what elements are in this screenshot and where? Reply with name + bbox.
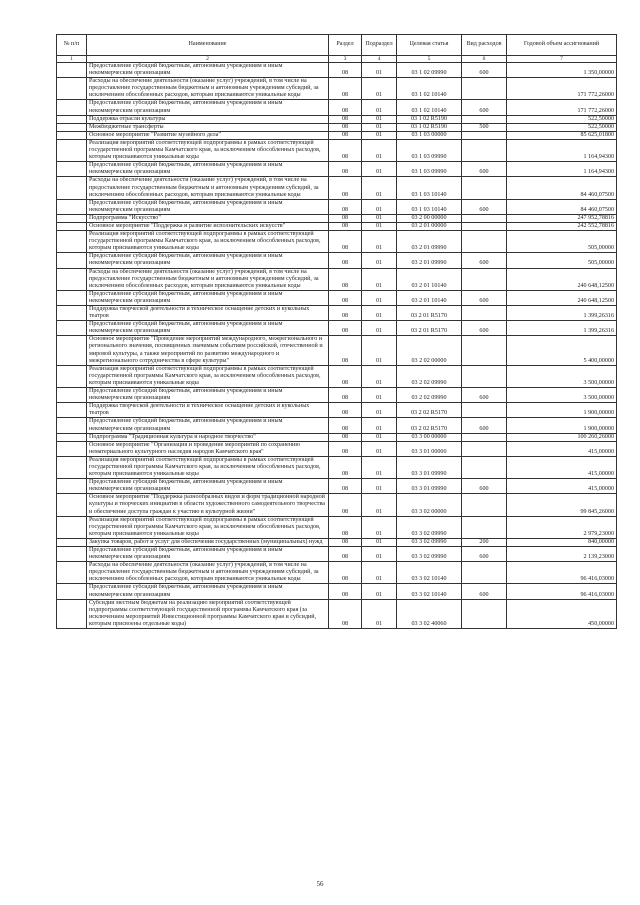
row-statya-cell: 03 3 02 09990 xyxy=(397,547,462,562)
row-sum-cell: 415,00000 xyxy=(507,456,617,478)
row-statya-cell: 03 1 02 R5190 xyxy=(397,123,462,131)
row-statya-cell: 03 3 02 00000 xyxy=(397,494,462,516)
row-number-cell xyxy=(57,562,87,584)
row-podrazdel-cell: 01 xyxy=(362,365,397,387)
row-sum-cell: 3 500,00000 xyxy=(507,365,617,387)
row-statya-cell: 03 1 02 10140 xyxy=(397,78,462,100)
row-sum-cell: 100 260,26000 xyxy=(507,433,617,441)
row-vid-cell xyxy=(462,78,507,100)
row-name-cell: Подпрограмма "Искусство" xyxy=(87,214,329,222)
row-number-cell xyxy=(57,214,87,222)
row-podrazdel-cell: 01 xyxy=(362,290,397,305)
row-podrazdel-cell: 01 xyxy=(362,456,397,478)
row-razdel-cell: 08 xyxy=(329,214,362,222)
row-vid-cell xyxy=(462,177,507,199)
row-podrazdel-cell: 01 xyxy=(362,306,397,321)
row-razdel-cell: 08 xyxy=(329,494,362,516)
table-row xyxy=(57,139,617,161)
row-statya-cell: 03 1 03 00000 xyxy=(397,131,462,139)
row-sum-cell: 1 164,94300 xyxy=(507,162,617,177)
row-statya-cell: 03 1 03 09990 xyxy=(397,162,462,177)
row-number-cell xyxy=(57,123,87,131)
row-razdel-cell: 08 xyxy=(329,403,362,418)
table-row xyxy=(57,441,617,456)
table-row xyxy=(57,388,617,403)
row-podrazdel-cell: 01 xyxy=(362,547,397,562)
row-name-cell: Основное мероприятие "Поддержка разнообразных видов и форм традиционной народной культуры и творческих инициатив в области художественного самодеятельного творчества и обеспечение доступа граждан к участию в культурной жизни" xyxy=(87,494,329,516)
row-sum-cell: 247 952,78816 xyxy=(507,214,617,222)
row-sum-cell: 3 500,00000 xyxy=(507,388,617,403)
row-podrazdel-cell: 01 xyxy=(362,63,397,78)
row-number-cell xyxy=(57,162,87,177)
row-sum-cell: 171 772,26000 xyxy=(507,100,617,115)
column-number: 4 xyxy=(362,56,397,63)
row-razdel-cell: 08 xyxy=(329,123,362,131)
row-number-cell xyxy=(57,115,87,123)
row-podrazdel-cell: 01 xyxy=(362,418,397,433)
row-podrazdel-cell: 01 xyxy=(362,403,397,418)
row-number-cell xyxy=(57,365,87,387)
row-number-cell xyxy=(57,139,87,161)
row-number-cell xyxy=(57,78,87,100)
row-podrazdel-cell: 01 xyxy=(362,199,397,214)
row-podrazdel-cell: 01 xyxy=(362,139,397,161)
row-sum-cell: 85 625,01800 xyxy=(507,131,617,139)
row-sum-cell: 96 416,03000 xyxy=(507,562,617,584)
row-sum-cell: 2 139,23000 xyxy=(507,547,617,562)
row-razdel-cell: 08 xyxy=(329,516,362,538)
row-sum-cell: 1 350,00000 xyxy=(507,63,617,78)
row-sum-cell: 1 399,26316 xyxy=(507,321,617,336)
row-number-cell xyxy=(57,100,87,115)
column-number: 2 xyxy=(87,56,329,63)
row-podrazdel-cell: 01 xyxy=(362,214,397,222)
row-number-cell xyxy=(57,456,87,478)
table-row xyxy=(57,100,617,115)
row-name-cell: Основное мероприятие "Развитие музейного дела" xyxy=(87,131,329,139)
row-statya-cell: 03 3 01 09990 xyxy=(397,479,462,494)
table-row xyxy=(57,599,617,628)
row-name-cell: Расходы на обеспечение деятельности (оказание услуг) учреждений, в том числе на предоставление государственным бюджетным и автономным учреждениям субсидий, за исключением обособленных расходов, которым присваиваются уникальные коды xyxy=(87,177,329,199)
column-number: 7 xyxy=(507,56,617,63)
row-name-cell: Реализация мероприятий соответствующей подпрограммы в рамках соответствующей государственной программы Камчатского края, за исключением обособленных расходов, которым присваиваются уникальные коды xyxy=(87,365,329,387)
row-vid-cell: 600 xyxy=(462,418,507,433)
row-sum-cell: 242 552,78816 xyxy=(507,222,617,230)
row-podrazdel-cell: 01 xyxy=(362,494,397,516)
row-name-cell: Закупка товаров, работ и услуг для обеспечения государственных (муниципальных) нужд xyxy=(87,538,329,546)
table-row xyxy=(57,547,617,562)
row-sum-cell: 450,00000 xyxy=(507,599,617,628)
row-razdel-cell: 08 xyxy=(329,365,362,387)
row-statya-cell: 03 2 02 09990 xyxy=(397,365,462,387)
row-vid-cell xyxy=(462,231,507,253)
table-row xyxy=(57,131,617,139)
row-razdel-cell: 08 xyxy=(329,222,362,230)
row-vid-cell: 600 xyxy=(462,253,507,268)
row-razdel-cell: 08 xyxy=(329,199,362,214)
row-vid-cell: 600 xyxy=(462,584,507,599)
row-podrazdel-cell: 01 xyxy=(362,562,397,584)
row-name-cell: Основное мероприятие "Проведение мероприятий международного, межрегионального и регионального значения, посвященных значимым событиям российской, отечественной и мировой культуры, а также мероприятий по развитию международного и межрегионального сотрудничества в сфере культуры" xyxy=(87,336,329,365)
row-razdel-cell: 08 xyxy=(329,162,362,177)
row-vid-cell xyxy=(462,456,507,478)
table-body xyxy=(57,63,617,629)
column-number: 3 xyxy=(329,56,362,63)
row-name-cell: Реализация мероприятий соответствующей подпрограммы в рамках соответствующей государственной программы Камчатского края, за исключением обособленных расходов, которым присваиваются уникальные коды xyxy=(87,139,329,161)
row-statya-cell: 03 1 03 10140 xyxy=(397,199,462,214)
table-row xyxy=(57,115,617,123)
row-name-cell: Предоставление субсидий бюджетным, автономным учреждениям и иным некоммерческим организациям xyxy=(87,253,329,268)
row-podrazdel-cell: 01 xyxy=(362,268,397,290)
row-sum-cell: 522,50000 xyxy=(507,123,617,131)
row-statya-cell: 03 1 03 09990 xyxy=(397,139,462,161)
row-number-cell xyxy=(57,538,87,546)
row-vid-cell: 200 xyxy=(462,538,507,546)
row-vid-cell xyxy=(462,115,507,123)
row-number-cell xyxy=(57,388,87,403)
row-name-cell: Предоставление субсидий бюджетным, автономным учреждениям и иным некоммерческим организациям xyxy=(87,162,329,177)
row-number-cell xyxy=(57,441,87,456)
header-sum: Годовой объем ассигнований xyxy=(507,35,617,56)
row-podrazdel-cell: 01 xyxy=(362,162,397,177)
row-statya-cell: 03 3 02 10140 xyxy=(397,562,462,584)
row-statya-cell: 03 3 01 09990 xyxy=(397,456,462,478)
row-razdel-cell: 08 xyxy=(329,388,362,403)
table-row xyxy=(57,418,617,433)
table-row xyxy=(57,63,617,78)
table-row xyxy=(57,290,617,305)
row-number-cell xyxy=(57,336,87,365)
table-row xyxy=(57,231,617,253)
row-vid-cell xyxy=(462,599,507,628)
row-sum-cell: 1 399,26316 xyxy=(507,306,617,321)
row-statya-cell: 03 3 02 09990 xyxy=(397,516,462,538)
row-number-cell xyxy=(57,222,87,230)
row-statya-cell: 03 2 01 10140 xyxy=(397,290,462,305)
row-sum-cell: 415,00000 xyxy=(507,441,617,456)
row-razdel-cell: 08 xyxy=(329,479,362,494)
row-name-cell: Предоставление субсидий бюджетным, автономным учреждениям и иным некоммерческим организациям xyxy=(87,199,329,214)
column-number: 1 xyxy=(57,56,87,63)
row-sum-cell: 505,00000 xyxy=(507,253,617,268)
table-row xyxy=(57,479,617,494)
row-razdel-cell: 08 xyxy=(329,562,362,584)
header-name: Наименование xyxy=(87,35,329,56)
row-statya-cell: 03 2 01 R5170 xyxy=(397,321,462,336)
table-row xyxy=(57,123,617,131)
row-statya-cell: 03 2 00 00000 xyxy=(397,214,462,222)
row-podrazdel-cell: 01 xyxy=(362,100,397,115)
row-statya-cell: 03 2 01 10140 xyxy=(397,268,462,290)
row-statya-cell: 03 2 02 00000 xyxy=(397,336,462,365)
row-number-cell xyxy=(57,584,87,599)
row-razdel-cell: 08 xyxy=(329,547,362,562)
row-razdel-cell: 08 xyxy=(329,321,362,336)
row-statya-cell: 03 3 02 40060 xyxy=(397,599,462,628)
row-vid-cell xyxy=(462,494,507,516)
table-row xyxy=(57,403,617,418)
row-name-cell: Предоставление субсидий бюджетным, автономным учреждениям и иным некоммерческим организациям xyxy=(87,418,329,433)
row-number-cell xyxy=(57,306,87,321)
row-name-cell: Поддержка творческой деятельности и техническое оснащение детских и кукольных театров xyxy=(87,403,329,418)
row-vid-cell: 600 xyxy=(462,321,507,336)
row-vid-cell xyxy=(462,441,507,456)
row-vid-cell: 600 xyxy=(462,100,507,115)
row-razdel-cell: 08 xyxy=(329,456,362,478)
row-razdel-cell: 08 xyxy=(329,253,362,268)
row-sum-cell: 1 900,00000 xyxy=(507,418,617,433)
table-row xyxy=(57,253,617,268)
row-name-cell: Предоставление субсидий бюджетным, автономным учреждениям и иным некоммерческим организациям xyxy=(87,63,329,78)
row-podrazdel-cell: 01 xyxy=(362,599,397,628)
row-podrazdel-cell: 01 xyxy=(362,253,397,268)
header-number: № п/п xyxy=(57,35,87,56)
row-name-cell: Предоставление субсидий бюджетным, автономным учреждениям и иным некоммерческим организациям xyxy=(87,388,329,403)
row-sum-cell: 240 648,12500 xyxy=(507,268,617,290)
row-vid-cell: 600 xyxy=(462,162,507,177)
column-number: 6 xyxy=(462,56,507,63)
row-name-cell: Реализация мероприятий соответствующей подпрограммы в рамках соответствующей государственной программы Камчатского края, за исключением обособленных расходов, которым присваиваются уникальные коды xyxy=(87,516,329,538)
header-statya: Целевая статья xyxy=(397,35,462,56)
row-statya-cell: 03 1 03 10140 xyxy=(397,177,462,199)
row-vid-cell xyxy=(462,139,507,161)
row-name-cell: Основное мероприятие "Поддержка и развитие исполнительских искусств" xyxy=(87,222,329,230)
row-name-cell: Расходы на обеспечение деятельности (оказание услуг) учреждений, в том числе на предоставление государственным бюджетным и автономным учреждениям субсидий, за исключением обособленных расходов, которым присваиваются уникальные коды xyxy=(87,78,329,100)
row-name-cell: Предоставление субсидий бюджетным, автономным учреждениям и иным некоммерческим организациям xyxy=(87,290,329,305)
row-name-cell: Межбюджетные трансферты xyxy=(87,123,329,131)
row-number-cell xyxy=(57,479,87,494)
table-row xyxy=(57,177,617,199)
row-statya-cell: 03 3 02 10140 xyxy=(397,584,462,599)
row-statya-cell: 03 1 02 09990 xyxy=(397,63,462,78)
row-sum-cell: 171 772,26000 xyxy=(507,78,617,100)
row-number-cell xyxy=(57,177,87,199)
table-row xyxy=(57,162,617,177)
row-statya-cell: 03 3 02 09990 xyxy=(397,538,462,546)
row-podrazdel-cell: 01 xyxy=(362,78,397,100)
row-statya-cell: 03 2 02 R5170 xyxy=(397,403,462,418)
budget-table-sheet xyxy=(56,34,616,629)
table-row xyxy=(57,456,617,478)
row-podrazdel-cell: 01 xyxy=(362,321,397,336)
row-sum-cell: 84 460,07500 xyxy=(507,199,617,214)
row-name-cell: Подпрограмма "Традиционная культура и народное творчество" xyxy=(87,433,329,441)
row-vid-cell xyxy=(462,214,507,222)
row-podrazdel-cell: 01 xyxy=(362,131,397,139)
row-number-cell xyxy=(57,599,87,628)
column-number-row xyxy=(57,56,617,63)
row-name-cell: Предоставление субсидий бюджетным, автономным учреждениям и иным некоммерческим организациям xyxy=(87,584,329,599)
table-row xyxy=(57,268,617,290)
row-podrazdel-cell: 01 xyxy=(362,479,397,494)
row-name-cell: Предоставление субсидий бюджетным, автономным учреждениям и иным некоммерческим организациям xyxy=(87,321,329,336)
row-number-cell xyxy=(57,290,87,305)
header-razdel: Раздел xyxy=(329,35,362,56)
row-razdel-cell: 08 xyxy=(329,599,362,628)
row-podrazdel-cell: 01 xyxy=(362,516,397,538)
table-row xyxy=(57,78,617,100)
row-podrazdel-cell: 01 xyxy=(362,538,397,546)
row-sum-cell: 505,00000 xyxy=(507,231,617,253)
table-row xyxy=(57,433,617,441)
row-number-cell xyxy=(57,131,87,139)
row-name-cell: Расходы на обеспечение деятельности (оказание услуг) учреждений, в том числе на предоставление государственным бюджетным и автономным учреждениям субсидий, за исключением обособленных расходов, которым присваиваются уникальные коды xyxy=(87,562,329,584)
row-razdel-cell: 08 xyxy=(329,290,362,305)
row-podrazdel-cell: 01 xyxy=(362,336,397,365)
row-vid-cell xyxy=(462,336,507,365)
table-row xyxy=(57,538,617,546)
page-number: 56 xyxy=(316,880,324,888)
row-name-cell: Реализация мероприятий соответствующей подпрограммы в рамках соответствующей государственной программы Камчатского края, за исключением обособленных расходов, которым присваиваются уникальные коды xyxy=(87,231,329,253)
row-number-cell xyxy=(57,403,87,418)
row-sum-cell: 96 416,03000 xyxy=(507,584,617,599)
row-razdel-cell: 08 xyxy=(329,433,362,441)
header-vid: Вид расходов xyxy=(462,35,507,56)
row-statya-cell: 03 2 02 R5170 xyxy=(397,418,462,433)
row-razdel-cell: 08 xyxy=(329,63,362,78)
row-statya-cell: 03 2 01 R5170 xyxy=(397,306,462,321)
row-number-cell xyxy=(57,63,87,78)
row-vid-cell xyxy=(462,403,507,418)
row-vid-cell xyxy=(462,131,507,139)
row-vid-cell xyxy=(462,365,507,387)
row-vid-cell: 600 xyxy=(462,290,507,305)
row-sum-cell: 99 845,26000 xyxy=(507,494,617,516)
row-name-cell: Реализация мероприятий соответствующей подпрограммы в рамках соответствующей государственной программы Камчатского края, за исключением обособленных расходов, которым присваиваются уникальные коды xyxy=(87,456,329,478)
row-razdel-cell: 08 xyxy=(329,306,362,321)
row-statya-cell: 03 3 01 00000 xyxy=(397,441,462,456)
row-sum-cell: 415,00000 xyxy=(507,479,617,494)
table-row xyxy=(57,494,617,516)
row-number-cell xyxy=(57,321,87,336)
row-sum-cell: 84 460,07500 xyxy=(507,177,617,199)
row-razdel-cell: 08 xyxy=(329,177,362,199)
row-number-cell xyxy=(57,494,87,516)
row-razdel-cell: 08 xyxy=(329,115,362,123)
budget-table xyxy=(56,34,617,629)
row-name-cell: Основное мероприятие "Организация и проведение мероприятий по сохранению нематериального культурного наследия народов Камчатского края" xyxy=(87,441,329,456)
table-row xyxy=(57,306,617,321)
column-number: 5 xyxy=(397,56,462,63)
row-vid-cell: 600 xyxy=(462,388,507,403)
table-row xyxy=(57,199,617,214)
row-statya-cell: 03 1 02 10140 xyxy=(397,100,462,115)
row-sum-cell: 1 900,00000 xyxy=(507,403,617,418)
row-vid-cell xyxy=(462,306,507,321)
row-number-cell xyxy=(57,253,87,268)
table-row xyxy=(57,516,617,538)
header-podrazdel: Подраздел xyxy=(362,35,397,56)
row-razdel-cell: 08 xyxy=(329,584,362,599)
row-sum-cell: 1 164,94300 xyxy=(507,139,617,161)
row-razdel-cell: 08 xyxy=(329,231,362,253)
row-sum-cell: 5 400,00000 xyxy=(507,336,617,365)
row-podrazdel-cell: 01 xyxy=(362,231,397,253)
table-row xyxy=(57,562,617,584)
row-podrazdel-cell: 01 xyxy=(362,441,397,456)
row-name-cell: Предоставление субсидий бюджетным, автономным учреждениям и иным некоммерческим организациям xyxy=(87,100,329,115)
row-razdel-cell: 08 xyxy=(329,78,362,100)
table-row xyxy=(57,336,617,365)
row-vid-cell: 600 xyxy=(462,479,507,494)
row-name-cell: Предоставление субсидий бюджетным, автономным учреждениям и иным некоммерческим организациям xyxy=(87,479,329,494)
row-number-cell xyxy=(57,516,87,538)
row-razdel-cell: 08 xyxy=(329,100,362,115)
row-podrazdel-cell: 01 xyxy=(362,123,397,131)
row-statya-cell: 03 3 00 00000 xyxy=(397,433,462,441)
row-podrazdel-cell: 01 xyxy=(362,115,397,123)
row-name-cell: Поддержка творческой деятельности и техническое оснащение детских и кукольных театров xyxy=(87,306,329,321)
row-vid-cell xyxy=(462,516,507,538)
row-name-cell: Предоставление субсидий бюджетным, автономным учреждениям и иным некоммерческим организациям xyxy=(87,547,329,562)
header-row xyxy=(57,35,617,56)
row-name-cell: Поддержка отрасли культуры xyxy=(87,115,329,123)
row-podrazdel-cell: 01 xyxy=(362,177,397,199)
row-podrazdel-cell: 01 xyxy=(362,584,397,599)
row-name-cell: Расходы на обеспечение деятельности (оказание услуг) учреждений, в том числе на предоставление государственным бюджетным и автономным учреждениям субсидий, за исключением обособленных расходов, которым присваиваются уникальные коды xyxy=(87,268,329,290)
row-sum-cell: 2 979,23000 xyxy=(507,516,617,538)
table-row xyxy=(57,214,617,222)
row-sum-cell: 840,00000 xyxy=(507,538,617,546)
row-number-cell xyxy=(57,547,87,562)
table-row xyxy=(57,321,617,336)
row-podrazdel-cell: 01 xyxy=(362,222,397,230)
row-sum-cell: 240 648,12500 xyxy=(507,290,617,305)
row-number-cell xyxy=(57,418,87,433)
row-statya-cell: 03 2 02 09990 xyxy=(397,388,462,403)
table-row xyxy=(57,222,617,230)
row-number-cell xyxy=(57,433,87,441)
row-vid-cell xyxy=(462,562,507,584)
row-razdel-cell: 08 xyxy=(329,336,362,365)
row-razdel-cell: 08 xyxy=(329,418,362,433)
row-vid-cell: 500 xyxy=(462,123,507,131)
row-statya-cell: 03 1 02 R5190 xyxy=(397,115,462,123)
row-statya-cell: 03 2 01 09990 xyxy=(397,231,462,253)
row-razdel-cell: 08 xyxy=(329,139,362,161)
row-name-cell: Субсидии местным бюджетам на реализацию мероприятий соответствующей подпрограммы соответствующей государственной программы Камчатского края (за исключением мероприятий Инвестиционной программы Камчатского края и субсидий, которым присвоены отдельные коды) xyxy=(87,599,329,628)
row-vid-cell: 600 xyxy=(462,547,507,562)
table-row xyxy=(57,584,617,599)
row-number-cell xyxy=(57,268,87,290)
row-vid-cell: 600 xyxy=(462,199,507,214)
row-vid-cell xyxy=(462,268,507,290)
row-vid-cell: 600 xyxy=(462,63,507,78)
row-number-cell xyxy=(57,231,87,253)
row-razdel-cell: 08 xyxy=(329,441,362,456)
row-vid-cell xyxy=(462,222,507,230)
row-sum-cell: 522,50000 xyxy=(507,115,617,123)
row-podrazdel-cell: 01 xyxy=(362,433,397,441)
row-vid-cell xyxy=(462,433,507,441)
row-razdel-cell: 08 xyxy=(329,538,362,546)
row-number-cell xyxy=(57,199,87,214)
table-row xyxy=(57,365,617,387)
row-statya-cell: 03 2 01 00000 xyxy=(397,222,462,230)
row-razdel-cell: 08 xyxy=(329,131,362,139)
row-podrazdel-cell: 01 xyxy=(362,388,397,403)
row-statya-cell: 03 2 01 09990 xyxy=(397,253,462,268)
row-razdel-cell: 08 xyxy=(329,268,362,290)
